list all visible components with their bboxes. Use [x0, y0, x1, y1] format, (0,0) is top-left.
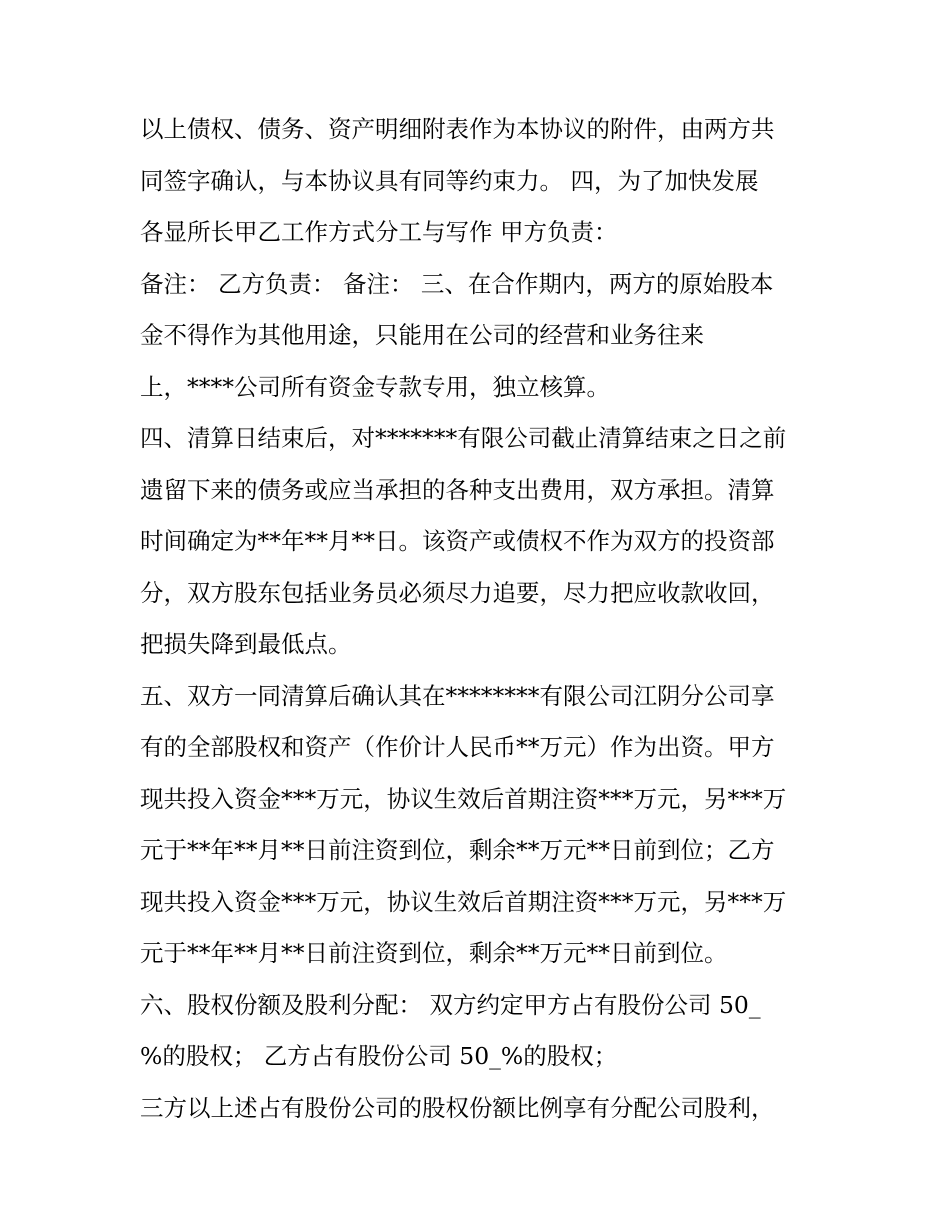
text-line-13: 有的全部股权和资产（作价计人民币**万元）作为出资。甲方: [140, 733, 775, 761]
text-line-7: 四、清算日结束后，对*******有限公司截止清算结束之日之前: [140, 424, 787, 452]
text-line-9: 时间确定为**年**月**日。该资产或债权不作为双方的投资部: [140, 527, 775, 555]
text-line-3: 各显所长甲乙工作方式分工与写作 甲方负责：: [140, 218, 618, 246]
text-line-16: 现共投入资金***万元，协议生效后首期注资***万元，另***万: [140, 887, 787, 916]
text-line-12: 五、双方一同清算后确认其在********有限公司江阴分公司享: [140, 681, 775, 710]
text-line-19: %的股权； 乙方占有股份公司 50_%的股权；: [140, 1042, 618, 1070]
text-line-15: 元于**年**月**日前注资到位，剩余**万元**日前到位；乙方: [140, 836, 775, 864]
text-line-5: 金不得作为其他用途，只能用在公司的经营和业务往来: [140, 321, 704, 349]
text-line-4: 备注： 乙方负责： 备注： 三、在合作期内，两方的原始股本: [140, 269, 774, 298]
text-line-17: 元于**年**月**日前注资到位，剩余**万元**日前到位。: [140, 939, 728, 967]
text-line-6: 上，****公司所有资金专款专用，独立核算。: [140, 372, 610, 401]
text-line-2: 同签字确认，与本协议具有同等约束力。 四，为了加快发展: [140, 166, 759, 195]
text-line-8: 遗留下来的债务或应当承担的各种支出费用，双方承担。清算: [140, 475, 775, 504]
text-line-10: 分，双方股东包括业务员必须尽力追要，尽力把应收款收回，: [140, 578, 775, 607]
text-line-14: 现共投入资金***万元，协议生效后首期注资***万元，另***万: [140, 784, 787, 813]
text-line-20: 三方以上述占有股份公司的股权份额比例享有分配公司股利，: [140, 1093, 775, 1122]
text-line-11: 把损失降到最低点。: [140, 630, 352, 658]
text-line-1: 以上债权、债务、资产明细附表作为本协议的附件，由两方共: [140, 115, 775, 143]
document-body: [140, 104, 820, 1134]
text-line-18: 六、股权份额及股利分配： 双方约定甲方占有股份公司 50_: [140, 990, 761, 1019]
